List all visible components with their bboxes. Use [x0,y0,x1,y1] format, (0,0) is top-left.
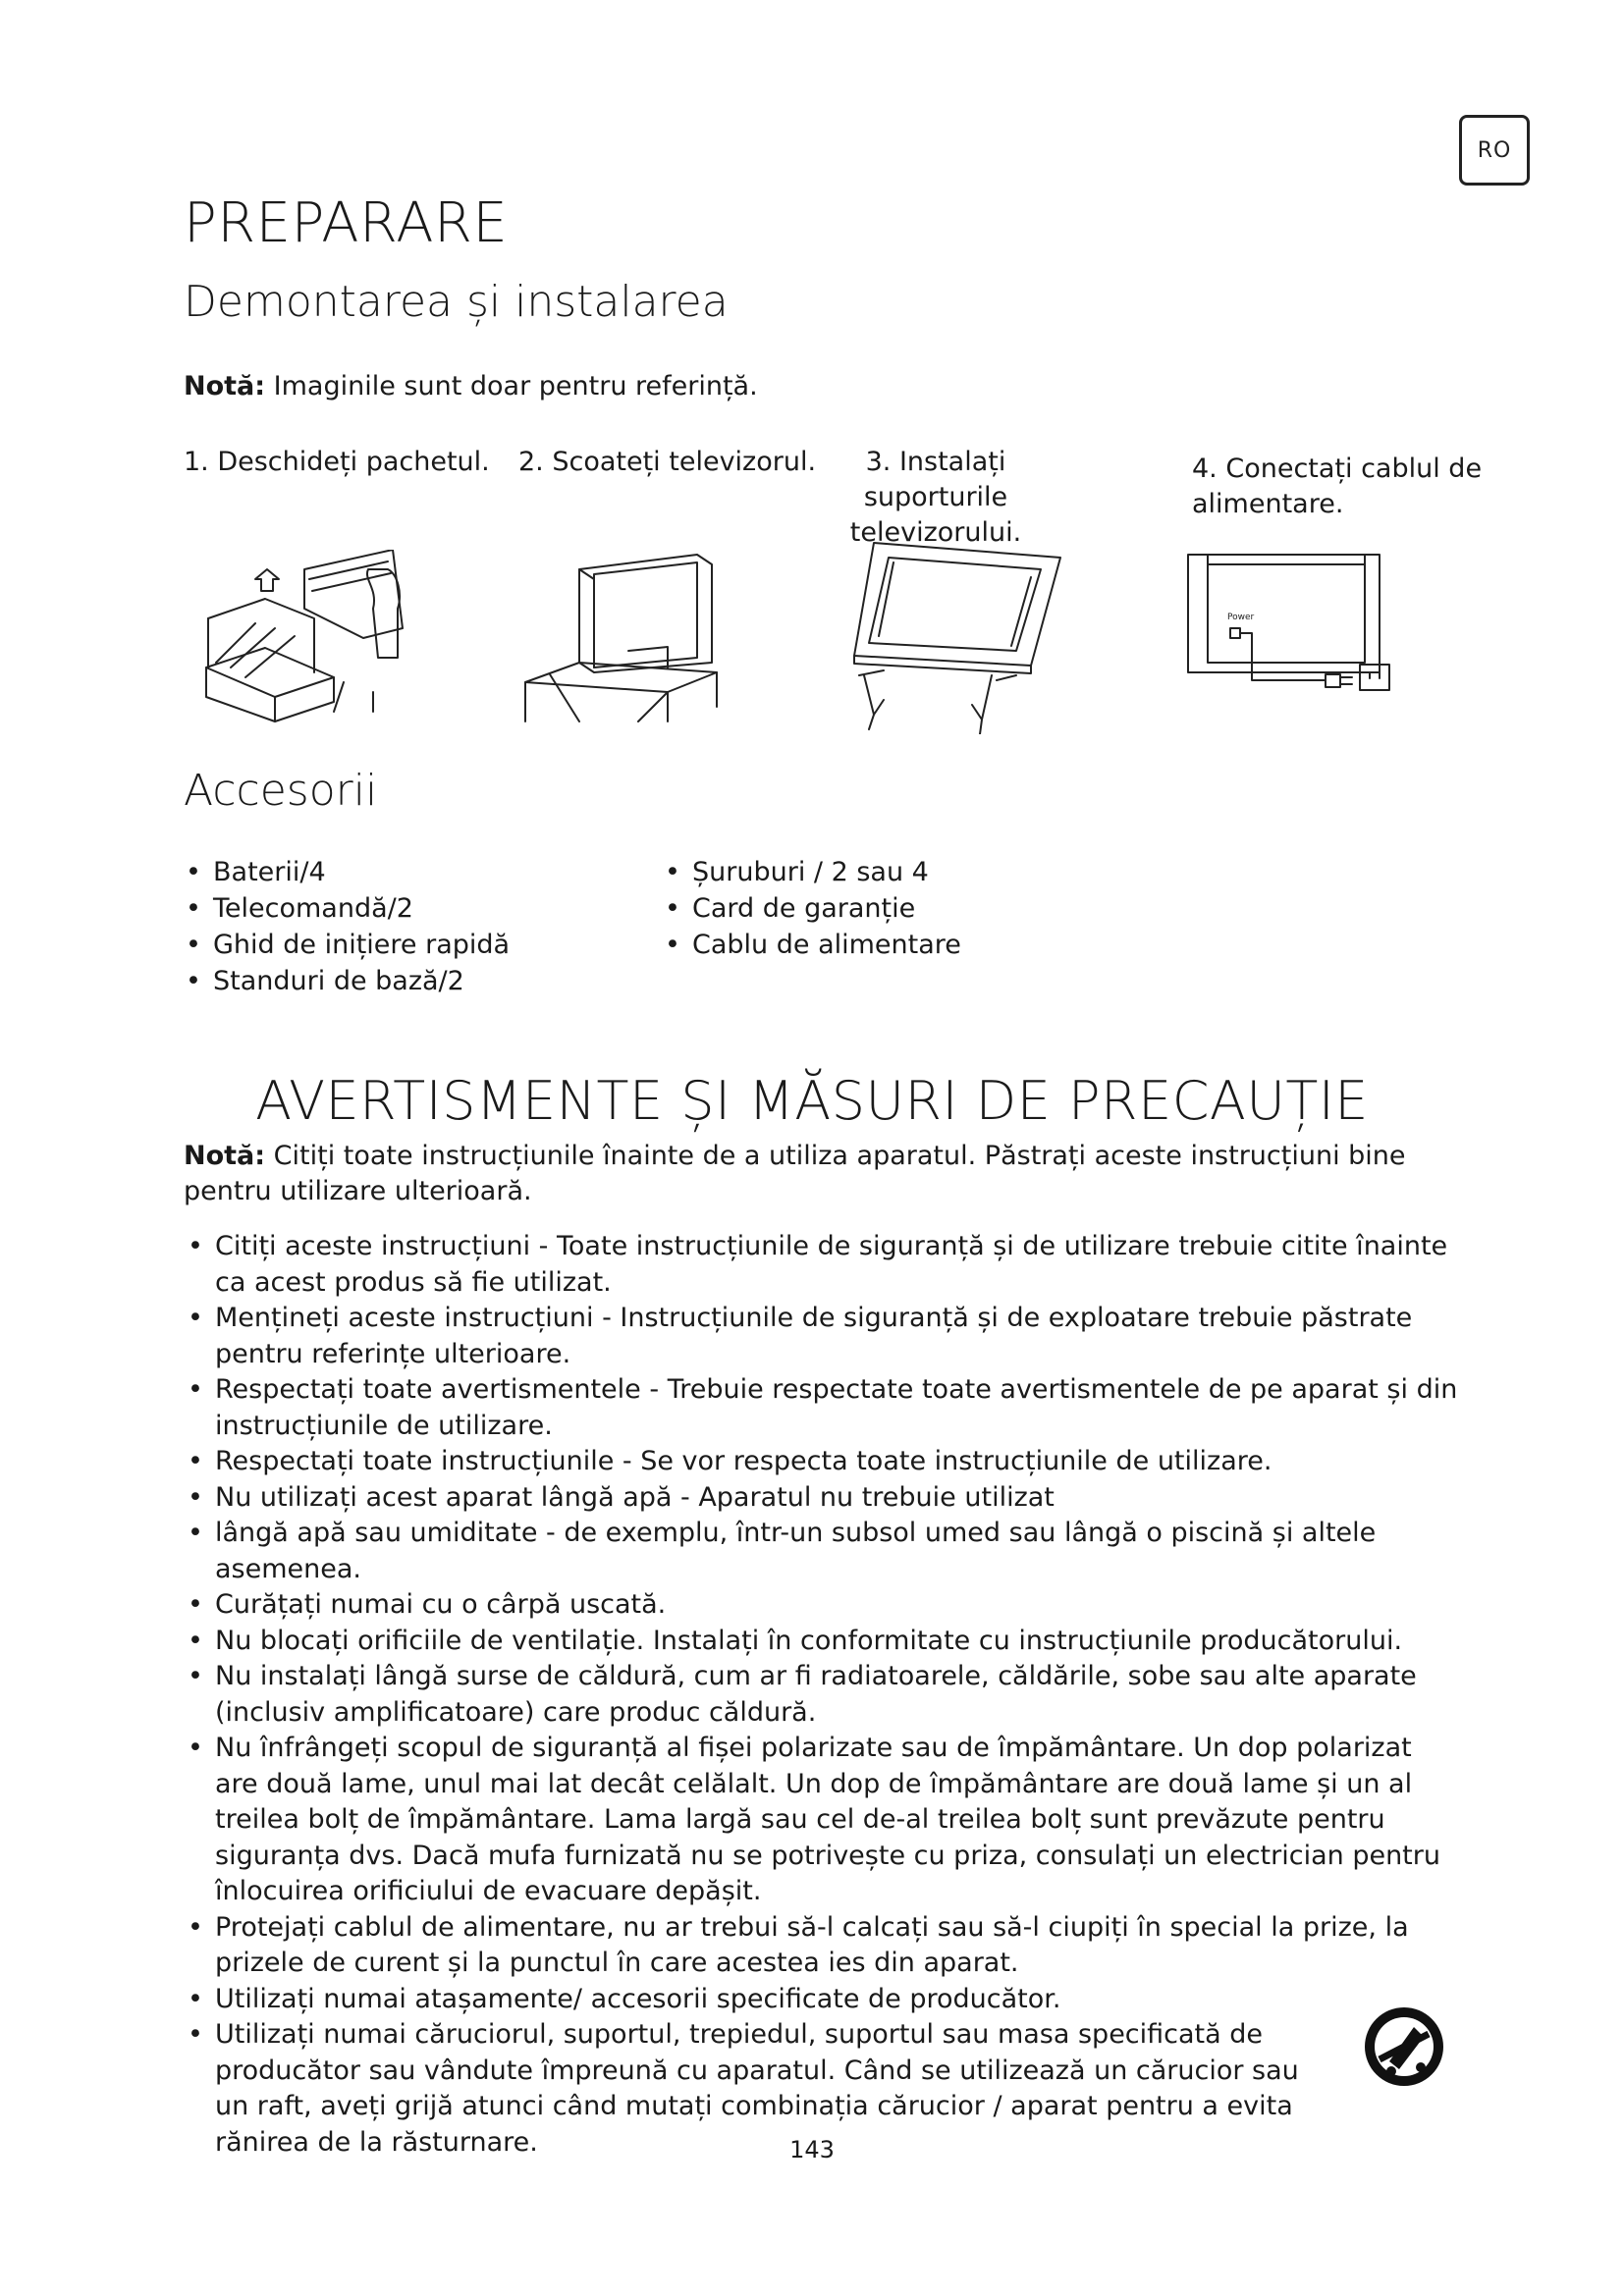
list-item: • Cablu de alimentare [663,927,1095,963]
step-4-label: 4. Conectați cablul de alimentare. [1192,454,1483,519]
power-port-label: Power [1227,613,1255,622]
list-item: • Card de garanție [663,890,1095,927]
install-stands-icon [854,543,1060,734]
accessories-list-right [663,854,1095,963]
section-title-warnings: AVERTISMENTE ȘI MĂSURI DE PRECAUȚIE [255,1070,1369,1132]
open-package-icon [196,550,412,726]
warnings-list [184,1229,1460,2161]
note-text: Citiți toate instrucțiunile înainte de a utiliza aparatul. Păstrați aceste instrucțiuni bine pentru utilizare ulterioară. [184,1141,1406,1206]
list-item: • Citiți aceste instrucțiuni - Toate instrucțiunile de siguranță și de utilizare trebuie citite înainte ca acest produs să fie utilizat. [184,1229,1460,1301]
step-1-label: 1. Deschideți pachetul. [184,447,490,477]
section-title-preparare: PREPARARE [184,191,509,255]
language-badge [1459,115,1530,186]
list-item: • Protejați cablul de alimentare, nu ar trebui să-l calcați sau să-l ciupiți în special la prize, la prizele de curent și la punctul în care acestea ies din aparat. [184,1910,1460,1982]
note-label: Notă: [184,1141,266,1171]
list-item: • Utilizați numai căruciorul, suportul, trepiedul, suportul sau masa specificată de producător sau vândute împreună cu aparatul. Când se utilizează un cărucior sau un raft, aveți grijă atunci când mutați combinația cărucior / aparat pentru a evita rănirea de la răsturnare. [184,2017,1460,2161]
subsection-title-accesorii: Accesorii [184,766,378,816]
remove-tv-icon [525,555,717,721]
power-cable-icon [1188,555,1389,690]
list-item: • Respectați toate avertismentele - Trebuie respectate toate avertismentele de pe aparat și din instrucțiunile de utilizare. [184,1372,1460,1444]
accessories-list-left [184,854,616,999]
list-item: • Telecomandă/2 [184,890,616,927]
step-3-label: 3. Instalați suporturile televizorului. [849,447,1022,548]
list-item: • Nu înfrângeți scopul de siguranță al fișei polarizate sau de împământare. Un dop polarizat are două lame, unul mai lat decât celălalt. Un dop de împământare are două lame și un al treilea bolț de împământare. Lama largă sau cel de-al treilea bolț sunt prevăzute pentru siguranța dvs. Dacă mufa furnizată nu se potrivește cu priza, consulați un electrician pentru înlocuirea orificiului de evacuare depășit. [184,1731,1460,1910]
note-images [184,369,758,404]
note-label: Notă: [184,371,266,401]
list-item: • Standuri de bază/2 [184,963,616,999]
list-item: • Șuruburi / 2 sau 4 [663,854,1095,890]
list-item: • Nu blocați orificiile de ventilație. Instalați în conformitate cu instrucțiunile producătorului. [184,1624,1460,1660]
list-item: • Respectați toate instrucțiunile - Se vor respecta toate instrucțiunile de utilizare. [184,1444,1460,1480]
list-item: • Mențineți aceste instrucțiuni - Instrucțiunile de siguranță și de exploatare trebuie păstrate pentru referințe ulterioare. [184,1301,1460,1372]
note-read-instructions [184,1139,1421,1209]
list-item: • Nu utilizați acest aparat lângă apă - Aparatul nu trebuie utilizat [184,1480,1460,1517]
language-badge-label: RO [1477,137,1512,163]
list-item: • lângă apă sau umiditate - de exemplu, într-un subsol umed sau lângă o piscină și altele asemenea. [184,1516,1460,1587]
list-item: • Utilizați numai atașamente/ accesorii specificate de producător. [184,1982,1460,2018]
list-item: • Baterii/4 [184,854,616,890]
step-2-label: 2. Scoateți televizorul. [518,447,817,477]
list-item: • Ghid de inițiere rapidă [184,927,616,963]
note-text: Imaginile sunt doar pentru referință. [265,371,758,401]
list-item: • Nu instalați lângă surse de căldură, cum ar fi radiatoarele, căldările, sobe sau alte aparate (inclusiv amplificatoare) care produc căldură. [184,1659,1460,1731]
list-item: • Curățați numai cu o cârpă uscată. [184,1587,1460,1624]
page-number: 143 [789,2136,835,2163]
subsection-title-demontare: Demontarea și instalarea [184,277,729,327]
cart-tip-over-warning-icon [1360,2002,1448,2091]
